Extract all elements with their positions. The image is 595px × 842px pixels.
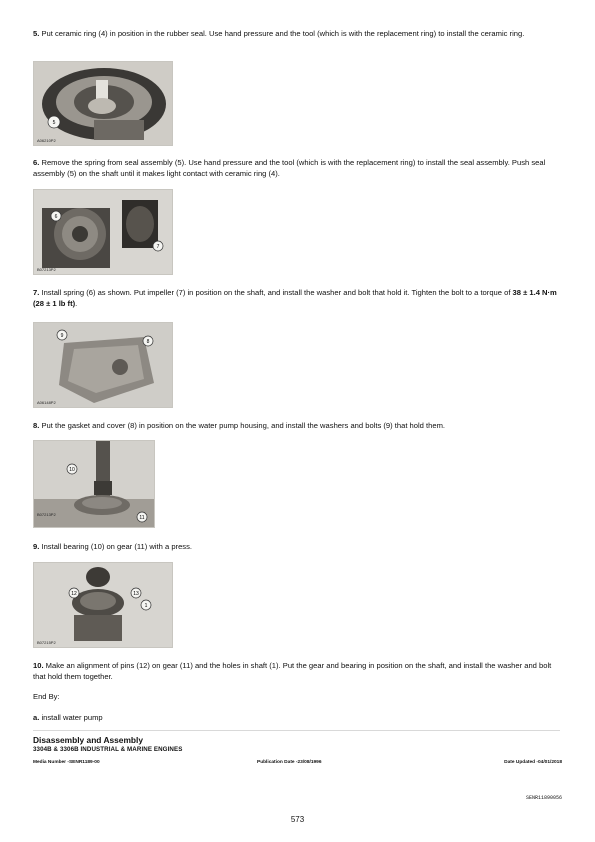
step-text-end: . bbox=[75, 298, 78, 308]
figure-seal-assembly bbox=[33, 189, 173, 275]
figure-cover-bolts bbox=[33, 322, 173, 408]
figure-bearing-press bbox=[33, 440, 155, 528]
step-9 bbox=[33, 542, 563, 553]
footer-subtitle: 3304B & 3306B INDUSTRIAL & MARINE ENGINES bbox=[33, 746, 183, 753]
callout-label: 10 bbox=[69, 467, 75, 473]
image-tag: B07213P2 bbox=[37, 267, 56, 272]
step-text: Make an alignment of pins (12) on gear (11) and the holes in shaft (1). Put the gear and bearing in position on the shaft, and install the washer and bolt that hold them together. bbox=[33, 661, 552, 681]
step-text: Install spring (6) as shown. Put impeller (7) in position on the shaft, and install the washer and bolt that hold it. Tighten the bolt to a torque of bbox=[39, 288, 513, 297]
step-number: 8. bbox=[33, 421, 40, 430]
step-text: Put the gasket and cover (8) in position on the water pump housing, and install the washers and bolts (9) that hold them. bbox=[39, 421, 446, 430]
step-8 bbox=[33, 421, 563, 432]
image-tag: A06148P2 bbox=[37, 400, 56, 405]
seal-assembly-photo bbox=[34, 190, 172, 274]
step-number: 5. bbox=[33, 29, 40, 38]
document-id: SENR11890056 bbox=[525, 795, 562, 801]
step-5 bbox=[33, 29, 563, 40]
callout-label: 13 bbox=[133, 591, 139, 597]
callout-label: 9 bbox=[60, 333, 64, 339]
step-number: 7. bbox=[33, 288, 40, 297]
callout-label: 5 bbox=[52, 120, 56, 126]
step-text: Put ceramic ring (4) in position in the rubber seal. Use hand pressure and the tool (which is with the replacement ring) to install the ceramic ring. bbox=[39, 29, 525, 38]
end-by-item bbox=[33, 713, 103, 722]
step-text: Install bearing (10) on gear (11) with a press. bbox=[39, 542, 192, 551]
callout-label: 12 bbox=[71, 591, 77, 597]
step-7 bbox=[33, 288, 563, 309]
torque-value: 38 ± 1.4 N·m (28 ± 1 lb ft) bbox=[33, 288, 557, 308]
image-tag: B07215P2 bbox=[37, 640, 56, 645]
media-number: Media Number -SENR1189-00 bbox=[33, 760, 100, 765]
callout-label: 1 bbox=[144, 603, 148, 609]
callout-label: 11 bbox=[139, 515, 145, 521]
callout-label: 6 bbox=[54, 214, 58, 220]
footer-divider bbox=[33, 730, 560, 731]
page-number: 573 bbox=[290, 815, 305, 824]
callout-label: 8 bbox=[146, 339, 150, 345]
step-number: 6. bbox=[33, 158, 40, 167]
footer-title: Disassembly and Assembly bbox=[33, 735, 144, 745]
step-text: Remove the spring from seal assembly (5). Use hand pressure and the tool (which is with the replacement ring) to install the seal assembly. Push seal assembly (5) on the shaft until it makes light contact with ceramic ring (4). bbox=[33, 158, 546, 178]
date-updated: Date Updated -04/01/2018 bbox=[504, 760, 562, 765]
end-by-item-number: a. bbox=[33, 713, 40, 722]
gear-alignment-photo bbox=[34, 563, 172, 647]
step-number: 10. bbox=[33, 661, 44, 670]
cover-bolts-photo bbox=[34, 323, 172, 407]
figure-gear-alignment bbox=[33, 562, 173, 648]
end-by-item-text: install water pump bbox=[39, 713, 103, 722]
image-tag: A06210P2 bbox=[37, 138, 56, 143]
end-by-label: End By: bbox=[33, 692, 60, 701]
ceramic-ring-photo bbox=[34, 62, 172, 145]
publication-date: Publication Date -23/08/1996 bbox=[257, 760, 322, 765]
step-10 bbox=[33, 661, 563, 682]
step-6 bbox=[33, 158, 563, 179]
step-number: 9. bbox=[33, 542, 40, 551]
image-tag: B07213P2 bbox=[37, 512, 56, 517]
callout-label: 7 bbox=[156, 244, 160, 250]
figure-ceramic-ring bbox=[33, 61, 173, 146]
